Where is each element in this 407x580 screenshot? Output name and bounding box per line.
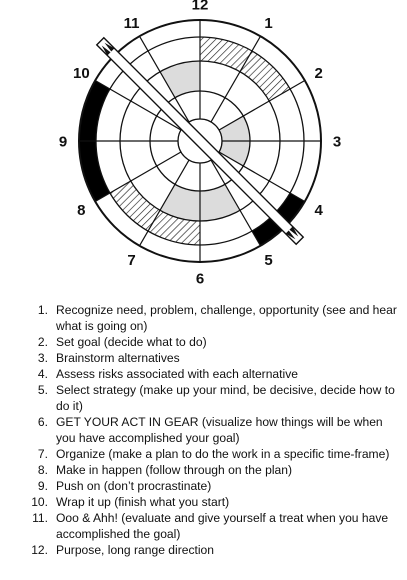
step-item [22, 382, 402, 414]
hour-label-5: 5 [264, 252, 273, 270]
hour-label-11: 11 [123, 14, 140, 32]
step-number: 7. [37, 447, 48, 461]
step-number: 4. [37, 367, 48, 381]
step-text: Wrap it up (finish what you start) [56, 495, 230, 509]
step-number: 10. [31, 495, 48, 509]
step-number: 8. [37, 463, 48, 477]
step-text: Ooo & Ahh! (evaluate and give yourself a treat when you have accomplished the goal) [56, 511, 389, 541]
step-number: 9. [37, 479, 48, 493]
hour-label-9: 9 [58, 133, 68, 151]
hour-label-8: 8 [77, 202, 86, 219]
step-item [22, 446, 402, 462]
step-number: 5. [37, 383, 48, 397]
step-text: Select strategy (make up your mind, be decisive, decide how to do it) [56, 383, 395, 413]
step-item [22, 350, 402, 366]
step-item [22, 414, 402, 446]
step-item [22, 478, 402, 494]
hour-label-4: 4 [314, 202, 323, 219]
step-item [22, 334, 402, 350]
step-text: Purpose, long range direction [56, 543, 214, 557]
step-text: Recognize need, problem, challenge, opportunity (see and hear what is going on) [56, 303, 397, 333]
step-item [22, 462, 402, 478]
step-text: Assess risks associated with each alternative [56, 367, 298, 381]
hour-label-3: 3 [332, 133, 342, 151]
step-text: Push on (don’t procrastinate) [56, 479, 212, 493]
hour-label-10: 10 [73, 65, 90, 82]
step-number: 6. [37, 415, 48, 429]
step-text: Make in happen (follow through on the plan) [56, 463, 292, 477]
step-number: 1. [37, 303, 48, 317]
ring2-light-zone-1 [160, 61, 200, 98]
step-number: 11. [32, 511, 48, 525]
hour-label-12: 12 [191, 0, 209, 14]
steps-list [22, 302, 402, 558]
hour-label-2: 2 [314, 65, 323, 82]
step-text: GET YOUR ACT IN GEAR (visualize how things will be when you have accomplished your goal) [56, 415, 383, 445]
step-text: Brainstorm alternatives [56, 351, 180, 365]
step-text: Set goal (decide what to do) [56, 335, 207, 349]
hour-label-6: 6 [195, 270, 205, 288]
step-item [22, 366, 402, 382]
step-number: 12. [31, 543, 48, 557]
step-item [22, 542, 402, 558]
step-number: 2. [37, 335, 48, 349]
step-text: Organize (make a plan to do the work in a specific time-frame) [56, 447, 390, 461]
step-item [22, 494, 402, 510]
step-number: 3. [37, 351, 48, 365]
step-item [22, 510, 402, 542]
hour-label-7: 7 [127, 252, 136, 270]
hour-label-1: 1 [264, 14, 273, 32]
step-item [22, 302, 402, 334]
